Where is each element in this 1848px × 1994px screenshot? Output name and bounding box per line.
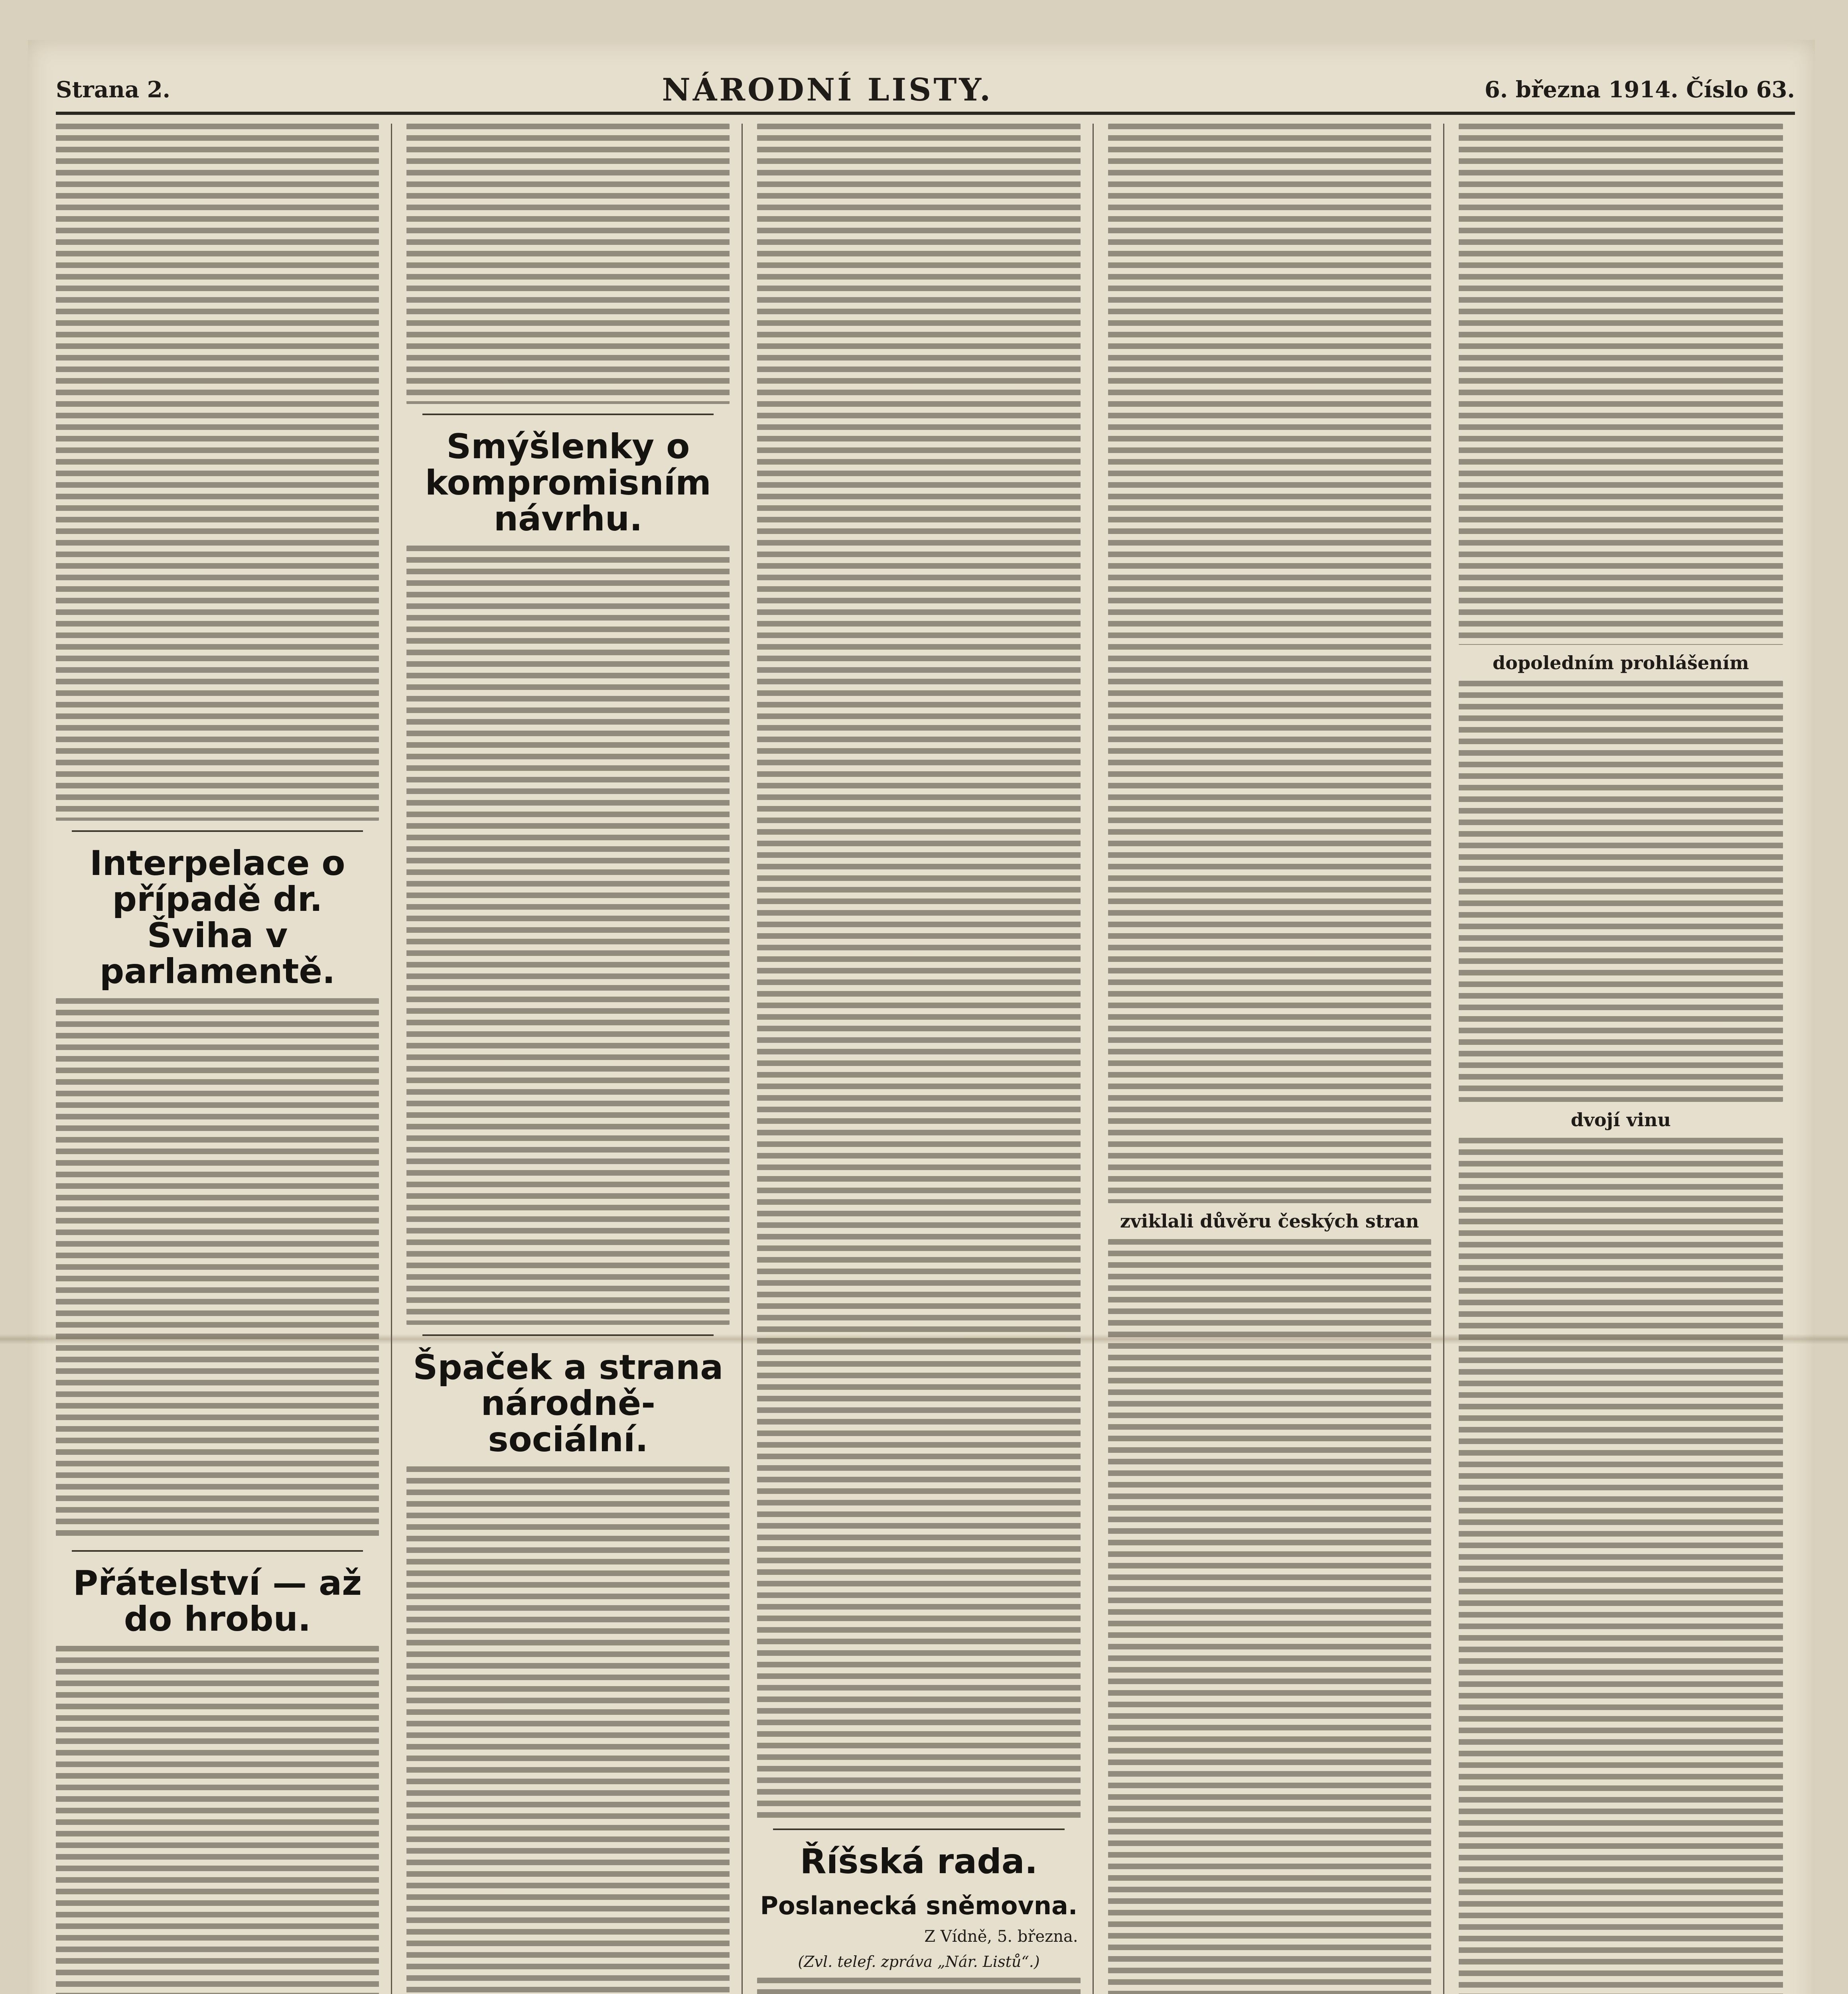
headline: Říšská rada. — [800, 1842, 1038, 1882]
article-text-block — [406, 1466, 730, 1994]
column-3 — [757, 124, 1093, 1994]
section-subhead: zviklali důvěru českých stran — [1120, 1210, 1419, 1232]
caption: (Zvl. telef. zpráva „Nár. Listů“.) — [798, 1953, 1040, 1970]
column-5 — [1459, 124, 1795, 1994]
headline: Smýšlenky o kompromisním návrhu. — [425, 427, 711, 539]
divider — [72, 1550, 363, 1552]
article-columns — [56, 124, 1795, 1994]
article-text-block — [406, 546, 730, 1325]
column-1 — [56, 124, 392, 1994]
paper-fold-crease — [0, 1334, 1848, 1344]
article-text-block — [56, 998, 379, 1541]
article-text-block — [757, 1978, 1080, 1994]
column-2 — [406, 124, 743, 1994]
article-text-block — [406, 124, 730, 404]
dateline: Z Vídně, 5. března. — [924, 1927, 1078, 1946]
article-text-block — [56, 1646, 379, 1994]
issue-date: 6. března 1914. Číslo 63. — [1484, 77, 1795, 103]
subheadline: Poslanecká sněmovna. — [760, 1891, 1078, 1920]
page-number: Strana 2. — [56, 77, 171, 103]
divider — [422, 414, 714, 415]
running-header — [56, 68, 1795, 115]
section-subhead: dopoledním prohlášením — [1493, 652, 1749, 674]
headline: Interpelace o případě dr. Šviha v parlamentě. — [89, 843, 345, 991]
article-text-block — [1459, 124, 1783, 645]
headline: Špaček a strana národně-sociální. — [413, 1347, 724, 1460]
article-text-block — [1459, 681, 1783, 1102]
article-text-block — [757, 124, 1080, 1819]
divider — [773, 1828, 1064, 1830]
column-4 — [1108, 124, 1444, 1994]
divider — [72, 830, 363, 832]
section-subhead: dvojí vinu — [1570, 1109, 1671, 1131]
article-text-block — [1108, 124, 1431, 1203]
article-text-block — [56, 124, 379, 821]
article-text-block — [1459, 1138, 1783, 1994]
headline: Přátelství — až do hrobu. — [73, 1563, 362, 1639]
masthead-title: NÁRODNÍ LISTY. — [662, 71, 993, 108]
article-text-block — [1108, 1239, 1431, 1994]
